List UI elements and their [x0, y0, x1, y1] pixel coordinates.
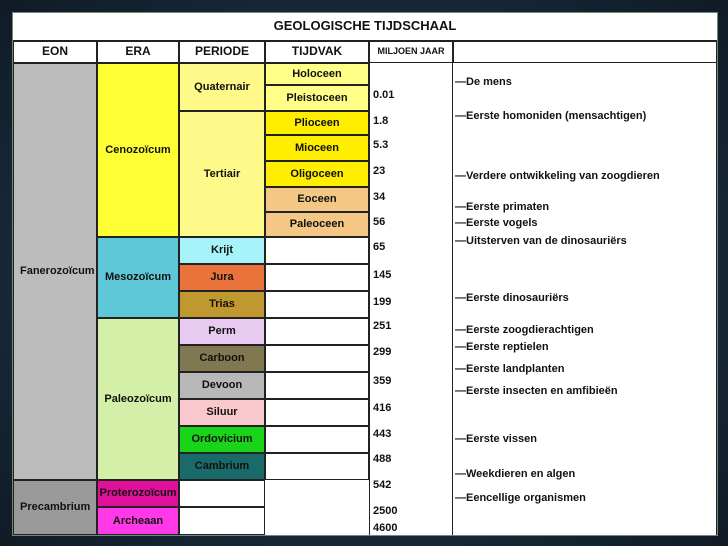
- event-eerste-homoniden: —Eerste homoniden (mensachtigen): [455, 110, 647, 122]
- event-eerste-vissen: —Eerste vissen: [455, 433, 537, 445]
- chart-title: GEOLOGISCHE TIJDSCHAAL: [13, 13, 717, 41]
- period-quaternair: Quaternair: [179, 63, 265, 111]
- event-de-mens: —De mens: [455, 76, 512, 88]
- epoch-holoceen: Holoceen: [265, 63, 369, 85]
- epoch-paleoceen: Paleoceen: [265, 212, 369, 237]
- geologic-timescale-chart: [12, 12, 718, 536]
- age-23: 23: [373, 165, 386, 177]
- epoch-mioceen: Mioceen: [265, 135, 369, 161]
- age-488: 488: [373, 453, 392, 465]
- period-tertiair: Tertiair: [179, 111, 265, 237]
- event-eerste-primaten: —Eerste primaten: [455, 201, 550, 213]
- event-eerste-landplanten: —Eerste landplanten: [455, 363, 565, 375]
- age-359: 359: [373, 375, 392, 387]
- period-krijt: Krijt: [179, 237, 265, 264]
- period-trias: Trias: [179, 291, 265, 318]
- era-paleozoicum: Paleozoïcum: [97, 318, 179, 480]
- event-insecten-amfibieen: —Eerste insecten en amfibieën: [455, 385, 618, 397]
- age-65: 65: [373, 241, 386, 253]
- era-archeaan: Archeaan: [97, 507, 179, 535]
- epoch-blank-carboon: [265, 345, 369, 372]
- event-eerste-dinosauriers: —Eerste dinosauriërs: [455, 292, 569, 304]
- epoch-blank-cambrium: [265, 453, 369, 480]
- header-tijdvak: TIJDVAK: [265, 41, 369, 63]
- period-ordovicium: Ordovicium: [179, 426, 265, 453]
- epoch-oligoceen: Oligoceen: [265, 161, 369, 187]
- epoch-eoceen: Eoceen: [265, 187, 369, 212]
- header-events: [453, 41, 717, 63]
- event-uitsterven-dinosauriers: —Uitsterven van de dinosauriërs: [455, 235, 627, 247]
- eon-precambrium: Precambrium: [13, 480, 97, 535]
- event-eerste-reptielen: —Eerste reptielen: [455, 341, 549, 353]
- epoch-pleistoceen: Pleistoceen: [265, 85, 369, 111]
- event-zoogdieren: —Verdere ontwikkeling van zoogdieren: [455, 170, 660, 182]
- period-perm: Perm: [179, 318, 265, 345]
- age-2500: 2500: [373, 505, 398, 517]
- period-devoon: Devoon: [179, 372, 265, 399]
- epoch-blank-krijt: [265, 237, 369, 264]
- period-jura: Jura: [179, 264, 265, 291]
- event-eerste-zoogdierachtigen: —Eerste zoogdierachtigen: [455, 324, 594, 336]
- header-periode: PERIODE: [179, 41, 265, 63]
- age-0-01: 0.01: [373, 89, 395, 101]
- age-4600: 4600: [373, 522, 398, 534]
- era-cenozoicum: Cenozoïcum: [97, 63, 179, 237]
- epoch-blank-jura: [265, 264, 369, 291]
- period-precambrium-blank-1: [179, 480, 265, 507]
- header-era: ERA: [97, 41, 179, 63]
- age-199: 199: [373, 296, 392, 308]
- epoch-blank-siluur: [265, 399, 369, 426]
- epoch-blank-perm: [265, 318, 369, 345]
- period-precambrium-blank-2: [179, 507, 265, 535]
- age-5-3: 5.3: [373, 139, 389, 151]
- age-299: 299: [373, 346, 392, 358]
- age-145: 145: [373, 269, 392, 281]
- epoch-blank-trias: [265, 291, 369, 318]
- age-443: 443: [373, 428, 392, 440]
- frame-right-border: [716, 41, 717, 535]
- age-56: 56: [373, 216, 386, 228]
- age-251: 251: [373, 320, 392, 332]
- header-eon: EON: [13, 41, 97, 63]
- event-eencellige-organismen: —Eencellige organismen: [455, 492, 586, 504]
- period-carboon: Carboon: [179, 345, 265, 372]
- eon-fanerozoicum: Fanerozoïcum: [13, 63, 97, 480]
- age-542: 542: [373, 479, 392, 491]
- era-proterozoicum: Proterozoïcum: [97, 480, 179, 507]
- age-1-8: 1.8: [373, 115, 389, 127]
- age-34: 34: [373, 191, 386, 203]
- epoch-blank-devoon: [265, 372, 369, 399]
- age-column-left-border: [369, 63, 370, 535]
- age-column-right-border: [452, 63, 453, 535]
- epoch-blank-ordovicium: [265, 426, 369, 453]
- epoch-plioceen: Plioceen: [265, 111, 369, 135]
- event-eerste-vogels: —Eerste vogels: [455, 217, 538, 229]
- era-mesozoicum: Mesozoïcum: [97, 237, 179, 318]
- period-cambrium: Cambrium: [179, 453, 265, 480]
- period-siluur: Siluur: [179, 399, 265, 426]
- header-miljoen-jaar: MILJOEN JAAR: [369, 41, 453, 63]
- age-416: 416: [373, 402, 392, 414]
- event-weekdieren-algen: —Weekdieren en algen: [455, 468, 576, 480]
